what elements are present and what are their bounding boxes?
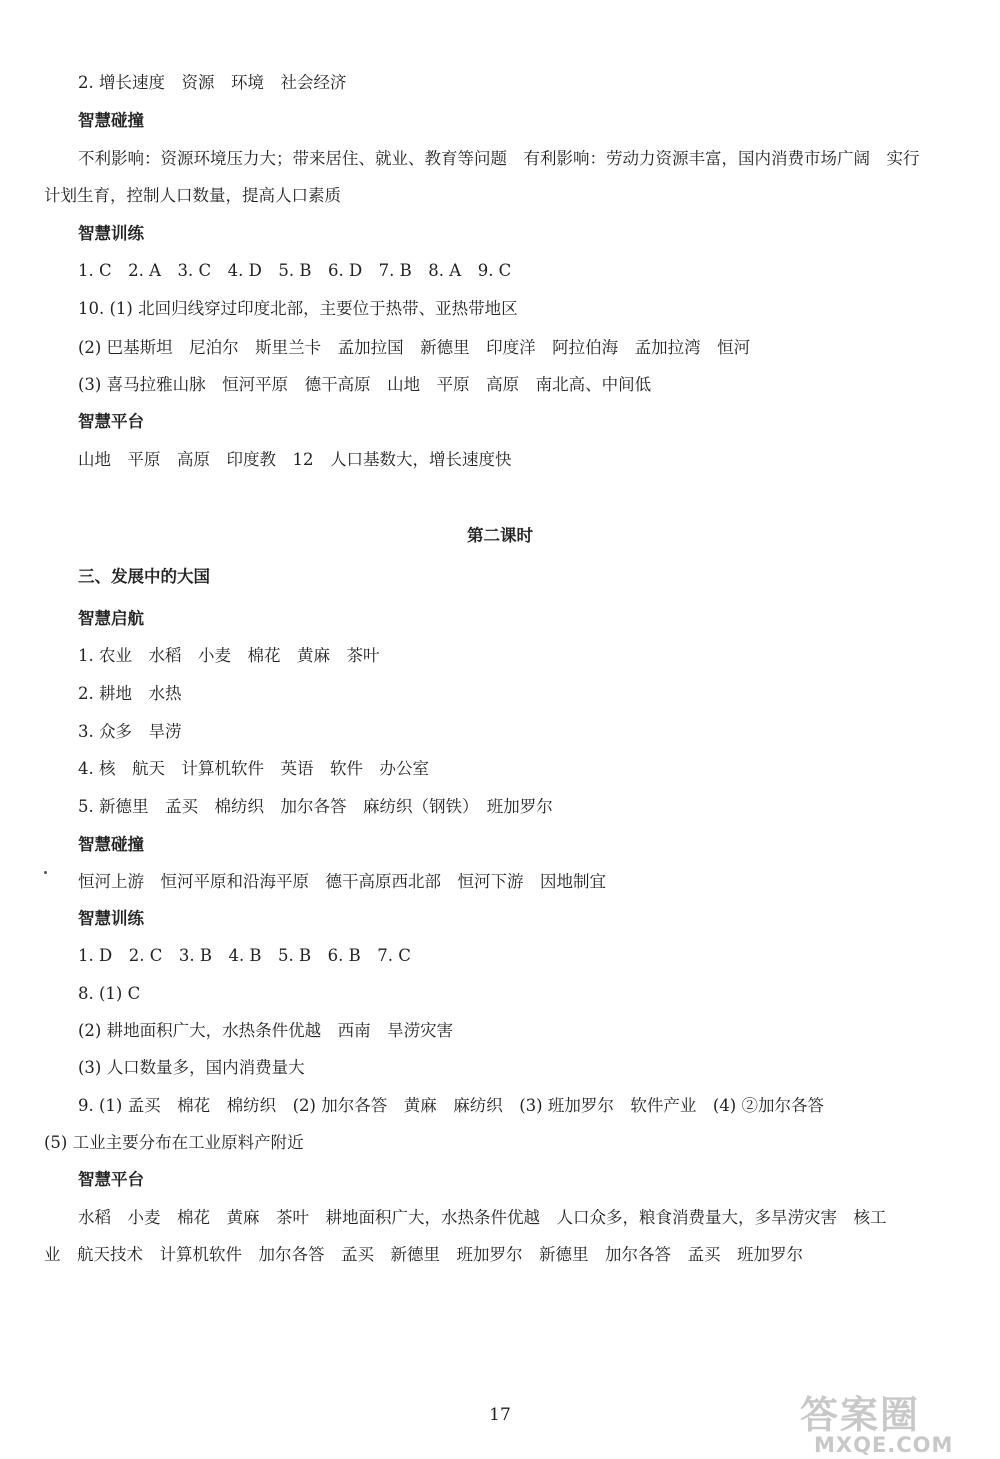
watermark-text: 答案圈 [800, 1393, 921, 1437]
answer-line: 不利影响：资源环境压力大；带来居住、就业、教育等问题 有利影响：劳动力资源丰富，国内消费市场广阔 实行 [78, 149, 920, 168]
answer-line: (2) 耕地面积广大，水热条件优越 西南 旱涝灾害 [78, 1021, 454, 1040]
section-heading: 智慧平台 [78, 1170, 144, 1189]
section-heading: 智慧碰撞 [78, 111, 144, 130]
section-heading: 三、发展中的大国 [78, 567, 210, 586]
page-number: 17 [489, 1405, 511, 1425]
answer-line: (3) 人口数量多，国内消费量大 [78, 1058, 305, 1077]
answer-line: 业 航天技术 计算机软件 加尔各答 孟买 新德里 班加罗尔 新德里 加尔各答 孟买 班加罗尔 [44, 1245, 803, 1264]
answer-line: 1. C 2. A 3. C 4. D 5. B 6. D 7. B 8. A 9. C [78, 261, 512, 280]
answer-line: 4. 核 航天 计算机软件 英语 软件 办公室 [78, 759, 429, 778]
section-heading: 智慧训练 [78, 909, 144, 928]
answer-line: 5. 新德里 孟买 棉纺织 加尔各答 麻纺织（钢铁） 班加罗尔 [78, 797, 553, 816]
answer-line: 计划生育，控制人口数量，提高人口素质 [44, 186, 341, 205]
section-heading: 智慧碰撞 [78, 835, 144, 854]
section-heading: 智慧训练 [78, 224, 144, 243]
answer-line: 10. (1) 北回归线穿过印度北部，主要位于热带、亚热带地区 [78, 299, 518, 318]
answer-line: (2) 巴基斯坦 尼泊尔 斯里兰卡 孟加拉国 新德里 印度洋 阿拉伯海 孟加拉湾 恒河 [78, 338, 751, 357]
answer-line: 恒河上游 恒河平原和沿海平原 德干高原西北部 恒河下游 因地制宜 [78, 872, 606, 891]
answer-line: 1. 农业 水稻 小麦 棉花 黄麻 茶叶 [78, 646, 380, 665]
answer-line: (5) 工业主要分布在工业原料产附近 [44, 1133, 304, 1152]
answer-line: 水稻 小麦 棉花 黄麻 茶叶 耕地面积广大，水热条件优越 人口众多，粮食消费量大，多旱涝灾害 核工 [78, 1208, 887, 1227]
answer-line: 3. 众多 旱涝 [78, 722, 182, 741]
answer-line: 8. (1) C [78, 984, 141, 1003]
answer-line: 9. (1) 孟买 棉花 棉纺织 (2) 加尔各答 黄麻 麻纺织 (3) 班加罗尔 软件产业 (4) ②加尔各答 [78, 1096, 824, 1115]
section-heading: 智慧平台 [78, 412, 144, 431]
section-heading: 智慧启航 [78, 609, 144, 628]
watermark-logo [800, 1395, 1000, 1459]
answer-line: 1. D 2. C 3. B 4. B 5. B 6. B 7. C [78, 946, 411, 965]
answer-line: 山地 平原 高原 印度教 12 人口基数大，增长速度快 [78, 450, 512, 469]
speck-mark [44, 871, 47, 874]
lesson-title: 第二课时 [467, 526, 533, 545]
answer-line: (3) 喜马拉雅山脉 恒河平原 德干高原 山地 平原 高原 南北高、中间低 [78, 375, 652, 394]
answer-line: 2. 耕地 水热 [78, 684, 182, 703]
watermark-url: MXQE.COM [814, 1433, 954, 1457]
answer-line: 2. 增长速度 资源 环境 社会经济 [78, 73, 347, 92]
